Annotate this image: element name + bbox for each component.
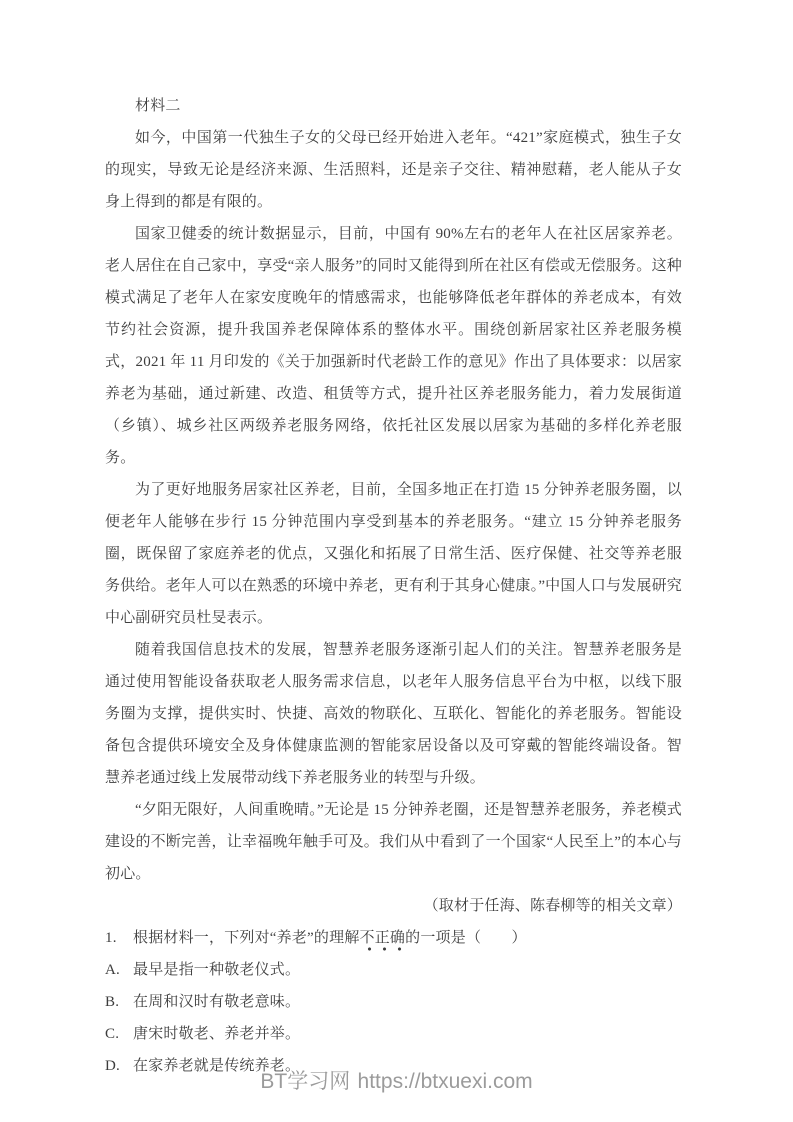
option-d-label: D.: [105, 1058, 120, 1074]
section-heading: 材料二: [135, 98, 181, 114]
question-number: 1.: [105, 930, 117, 946]
question-text: 的一项是（ ）: [405, 930, 527, 946]
answer-option-b: [105, 986, 682, 1018]
body-paragraph: 国家卫健委的统计数据显示，目前，中国有 90%左右的老年人在社区居家养老。老人居住在自己家中，享受“亲人服务”的同时又能得到所在社区有偿或无偿服务。这种模式满足了老年人在家安度晚年的情感需求，也能够降低老年群体的养老成本，有效节约社会资源，提升我国养老保障体系的整体水平。围绕创新居家社区养老服务模式，2021 年 11 月印发的《关于加强新时代老龄工作的意见》作出了具体要求：以居家养老为基础，通过新建、改造、租赁等方式，提升社区养老服务能力，着力发展街道（乡镇）、城乡社区两级养老服务网络，依托社区发展以居家为基础的多样化养老服务。: [105, 226, 682, 466]
body-paragraph: 为了更好地服务居家社区养老，目前，全国多地正在打造 15 分钟养老服务圈，以便老年人能够在步行 15 分钟范围内享受到基本的养老服务。“建立 15 分钟养老服务圈，既保留了家庭养老的优点，又强化和拓展了日常生活、医疗保健、社交等养老服务供给。老年人可以在熟悉的环境中养老，更有利于其身心健康。”中国人口与发展研究中心副研究员杜旻表示。: [105, 482, 682, 626]
option-b-text: 在周和汉时有敬老意味。: [133, 994, 301, 1010]
answer-options: [105, 954, 682, 1082]
footer-watermark: [0, 1065, 793, 1095]
option-a-label: A.: [105, 962, 120, 978]
question-text: 根据材料一，下列对“养老”的理解: [133, 930, 360, 946]
question-emphasized-text: 不正确: [360, 930, 406, 952]
attribution-line: （取材于任海、陈春柳等的相关文章）: [423, 898, 682, 914]
footer-site-name: BT学习网: [260, 1070, 351, 1093]
body-paragraph: 如今，中国第一代独生子女的父母已经开始进入老年。“421”家庭模式，独生子女的现实，导致无论是经济来源、生活照料，还是亲子交往、精神慰藉，老人能从子女身上得到的都是有限的。: [105, 130, 682, 210]
body-paragraph: 随着我国信息技术的发展，智慧养老服务逐渐引起人们的关注。智慧养老服务是通过使用智能设备获取老人服务需求信息，以老年人服务信息平台为中枢，以线下服务圈为支撑，提供实时、快捷、高效的物联化、互联化、智能化的养老服务。智能设备包含提供环境安全及身体健康监测的智能家居设备以及可穿戴的智能终端设备。智慧养老通过线上发展带动线下养老服务业的转型与升级。: [105, 642, 682, 786]
option-d-text: 在家养老就是传统养老。: [133, 1058, 301, 1074]
question-1: [105, 922, 682, 954]
answer-option-c: [105, 1018, 682, 1050]
option-c-label: C.: [105, 1026, 120, 1042]
document-content: [105, 90, 682, 1082]
body-paragraph: “夕阳无限好，人间重晚晴。”无论是 15 分钟养老圈，还是智慧养老服务，养老模式建设的不断完善，让幸福晚年触手可及。我们从中看到了一个国家“人民至上”的本心与初心。: [105, 802, 682, 882]
answer-option-a: [105, 954, 682, 986]
footer-url: https://btxuexi.com: [357, 1070, 533, 1093]
option-c-text: 唐宋时敬老、养老并举。: [133, 1026, 301, 1042]
option-b-label: B.: [105, 994, 120, 1010]
option-a-text: 最早是指一种敬老仪式。: [133, 962, 301, 978]
